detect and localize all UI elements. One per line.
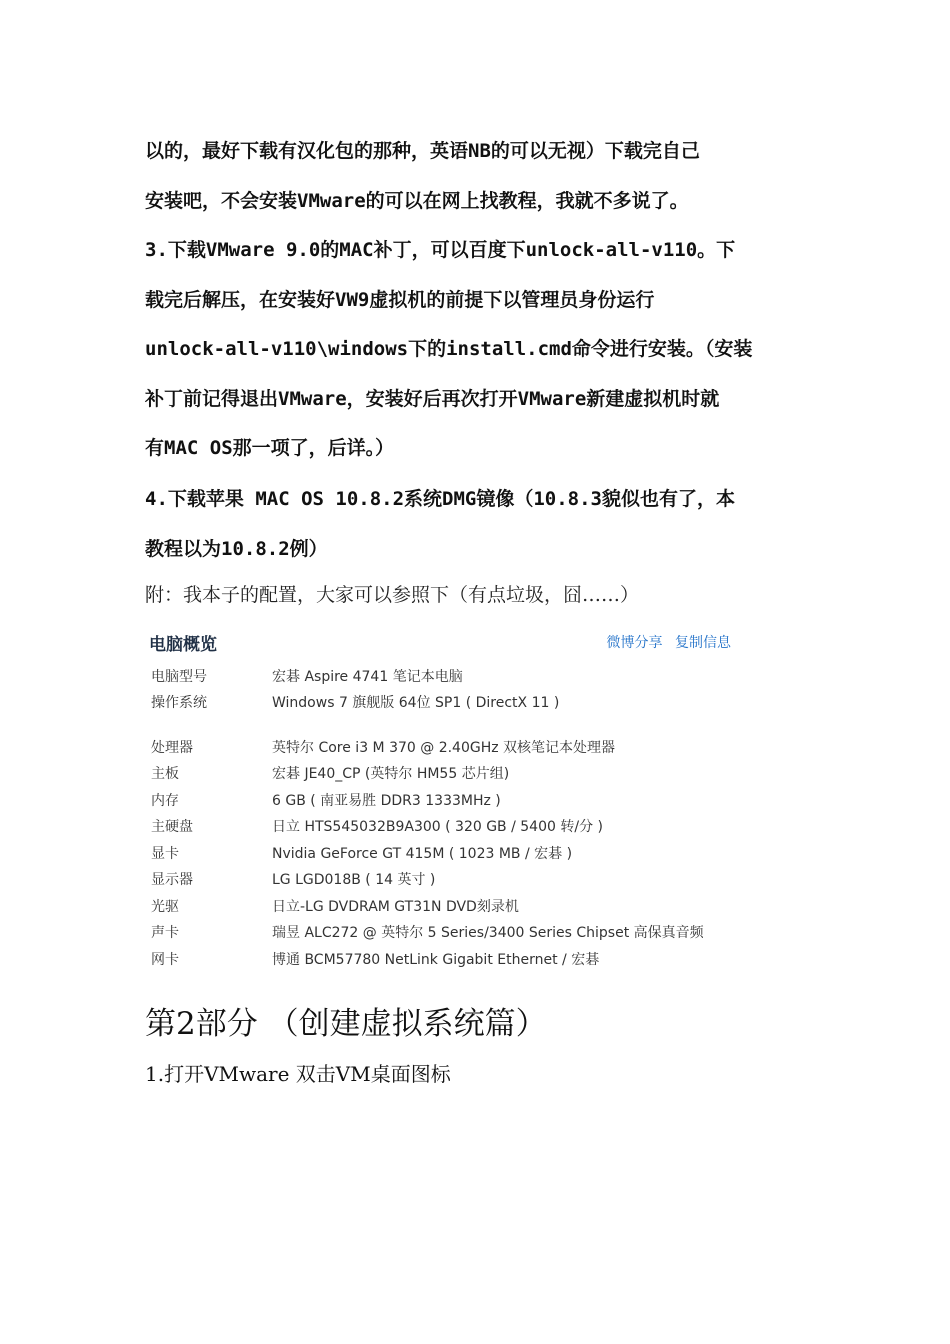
- info-row: [151, 843, 572, 863]
- text-line: 安装吧，不会安装VMware的可以在网上找教程，我就不多说了。: [145, 189, 689, 212]
- info-key: 声卡: [151, 925, 179, 941]
- paragraph-mac-patch: [145, 226, 810, 474]
- text-line: 补丁前记得退出VMware，安装好后再次打开VMware新建虚拟机时就: [145, 387, 720, 410]
- info-key: 网卡: [151, 952, 179, 968]
- text-line: unlock-all-v110\windows下的install.cmd命令进行安装。（安装: [145, 338, 753, 361]
- info-value: 日立 HTS545032B9A300 ( 320 GB / 5400 转/分 ): [272, 819, 603, 835]
- info-row: [151, 869, 435, 889]
- info-row: [151, 922, 704, 942]
- info-value: Nvidia GeForce GT 415M ( 1023 MB / 宏碁 ): [272, 846, 573, 862]
- info-value: 英特尔 Core i3 M 370 @ 2.40GHz 双核笔记本处理器: [272, 740, 616, 756]
- info-value: LG LGD018B ( 14 英寸 ): [272, 872, 436, 888]
- info-row: [151, 896, 519, 916]
- info-value: 瑞昱 ALC272 @ 英特尔 5 Series/3400 Series Chipset 高保真音频: [272, 925, 704, 941]
- info-key: 内存: [151, 793, 179, 809]
- panel-actions: [599, 632, 731, 652]
- info-value: 宏碁 JE40_CP (英特尔 HM55 芯片组): [272, 766, 510, 782]
- info-key: 电脑型号: [151, 669, 207, 685]
- info-row: [151, 666, 463, 686]
- info-key: 显卡: [151, 846, 179, 862]
- info-key: 光驱: [151, 899, 179, 915]
- info-key: 显示器: [151, 872, 193, 888]
- info-row: [151, 949, 599, 969]
- text-line: 以的，最好下载有汉化包的那种，英语NB的可以无视）下载完自己: [145, 140, 700, 162]
- info-value: 宏碁 Aspire 4741 笔记本电脑: [272, 669, 463, 685]
- paragraph-install-vmware: [145, 127, 810, 226]
- info-value: 博通 BCM57780 NetLink Gigabit Ethernet / 宏碁: [272, 952, 600, 968]
- info-row: [151, 790, 501, 810]
- config-note: 附：我本子的配置，大家可以参照下（有点垃圾，囧……）: [145, 584, 640, 606]
- info-key: 处理器: [151, 740, 193, 756]
- copy-info-link[interactable]: 复制信息: [675, 635, 731, 651]
- weibo-share-link[interactable]: 微博分享: [606, 635, 663, 651]
- info-row: [151, 692, 559, 712]
- system-overview-panel: [145, 624, 745, 974]
- info-key: 操作系统: [151, 695, 207, 711]
- section-heading: 第2部分 （创建虚拟系统篇）: [145, 1006, 547, 1042]
- step-1-text: 1.打开VMware 双击VM桌面图标: [145, 1062, 451, 1086]
- info-key: 主硬盘: [151, 819, 193, 835]
- text-line: 载完后解压，在安装好VW9虚拟机的前提下以管理员身份运行: [145, 288, 655, 311]
- panel-title: 电脑概览: [149, 635, 217, 655]
- text-line: 4.下载苹果 MAC OS 10.8.2系统DMG镜像（10.8.3貌似也有了，本: [145, 488, 735, 510]
- text-line: 3.下载VMware 9.0的MAC补丁，可以百度下unlock-all-v110。下: [145, 239, 736, 261]
- text-line: 有MAC OS那一项了，后详。）: [145, 437, 395, 460]
- info-value: 6 GB ( 南亚易胜 DDR3 1333MHz ): [272, 793, 501, 809]
- info-value: Windows 7 旗舰版 64位 SP1 ( DirectX 11 ): [272, 695, 560, 711]
- info-row: [151, 763, 509, 783]
- info-row: [151, 737, 615, 757]
- info-key: 主板: [151, 766, 179, 782]
- info-value: 日立-LG DVDRAM GT31N DVD刻录机: [272, 899, 519, 915]
- info-row: [151, 816, 603, 836]
- text-line: 教程以为10.8.2例）: [145, 537, 328, 560]
- paragraph-download-macos: [145, 475, 810, 574]
